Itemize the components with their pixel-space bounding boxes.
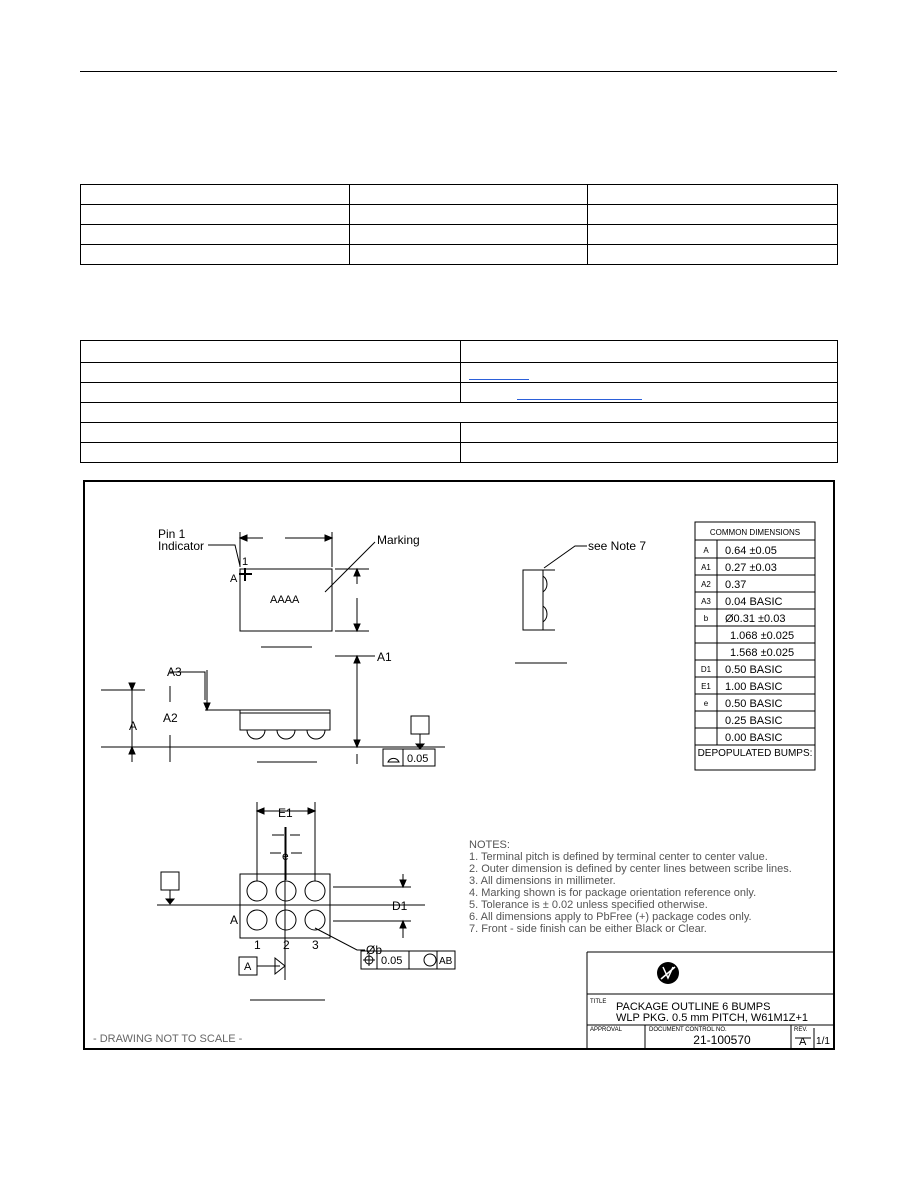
- dim-symbol: e: [703, 699, 709, 708]
- position-value: 0.05: [381, 955, 403, 967]
- dim-value: Ø0.31 ±0.03: [725, 613, 786, 625]
- table-row: [81, 403, 838, 423]
- phi-b-label: Øb: [366, 943, 383, 957]
- front-view: [101, 650, 445, 766]
- dim-value: 0.25 BASIC: [725, 715, 783, 727]
- note-item: 7. Front - side finish can be either Black or Clear.: [469, 923, 707, 935]
- note-item: 5. Tolerance is ± 0.02 unless specified otherwise.: [469, 899, 708, 911]
- header-rule: [80, 71, 837, 72]
- table-row: [81, 363, 838, 383]
- side-bumps: [543, 576, 547, 622]
- marking-label: Marking: [377, 533, 420, 547]
- side-view: [515, 539, 646, 663]
- bump: [276, 881, 296, 901]
- bump: [305, 881, 325, 901]
- dimensions-table-header: COMMON DIMENSIONS: [709, 528, 801, 537]
- marking-text: AAAA: [270, 594, 300, 606]
- e-pitch-label: e: [282, 849, 289, 863]
- revision: A: [799, 1036, 807, 1048]
- dim-value: 1.568 ±0.025: [730, 647, 795, 659]
- table-row: [81, 185, 838, 205]
- pin1-leader: [208, 545, 240, 566]
- depopulated-bumps-label: DEPOPULATED BUMPS:: [697, 748, 813, 759]
- sheet-number: 1/1: [816, 1036, 830, 1047]
- datum-b-box: [161, 872, 179, 890]
- table-row: [81, 205, 838, 225]
- package-code-table: [80, 340, 838, 463]
- note-item: 1. Terminal pitch is defined by terminal center to center value.: [469, 851, 768, 863]
- a-label: A: [129, 719, 138, 733]
- pin1-label: Pin 1: [158, 527, 186, 541]
- title-line-2: WLP PKG. 0.5 mm PITCH, W61M1Z+1: [616, 1012, 809, 1024]
- approval-field-label: APPROVAL: [590, 1027, 622, 1033]
- dim-value: 0.50 BASIC: [725, 698, 783, 710]
- bump: [247, 910, 267, 930]
- doc-control-number: 21-100570: [693, 1033, 751, 1047]
- note-item: 2. Outer dimension is defined by center lines between scribe lines.: [469, 863, 792, 875]
- bump: [305, 910, 325, 930]
- dim-value: 1.068 ±0.025: [730, 630, 795, 642]
- dim-symbol: A: [703, 546, 709, 555]
- datum-b-triangle: [166, 890, 174, 904]
- center-lines: [157, 827, 425, 942]
- title-line-1: PACKAGE OUTLINE 6 BUMPS: [616, 1001, 771, 1013]
- table-row: [81, 225, 838, 245]
- see-note-label: see Note 7: [588, 539, 647, 553]
- package-outline-drawing: [83, 480, 835, 1050]
- a1-label: A1: [377, 650, 392, 664]
- package-info-table: [80, 184, 838, 265]
- column-1-label: 1: [254, 938, 261, 952]
- dim-value: 0.00 BASIC: [725, 732, 783, 744]
- notes-heading: NOTES:: [469, 839, 510, 851]
- column-3-label: 3: [312, 938, 319, 952]
- phi-b-leader: [315, 928, 365, 950]
- indicator-label: Indicator: [158, 539, 205, 553]
- table-row: [81, 341, 838, 363]
- pin-number-label: 1: [242, 556, 249, 568]
- note-item: 6. All dimensions apply to PbFree (+) package codes only.: [469, 911, 752, 923]
- dim-symbol: A3: [701, 597, 711, 606]
- drawing-canvas: [85, 482, 833, 1048]
- top-height-dimension: [335, 569, 369, 631]
- note-item: 3. All dimensions in millimeter.: [469, 875, 616, 887]
- row-a-label: A: [230, 913, 239, 927]
- title-block: [587, 952, 833, 1048]
- dim-symbol: A1: [701, 563, 711, 572]
- flatness-symbol-icon: [388, 749, 403, 766]
- column-2-label: 2: [283, 938, 290, 952]
- position-datum: AB: [439, 956, 453, 967]
- a3-label: A3: [167, 665, 182, 679]
- pin1-cross-icon: [239, 568, 252, 581]
- datum-a-arrow: [257, 941, 285, 980]
- dim-symbol: D1: [700, 665, 712, 674]
- dim-value: 0.37: [725, 579, 747, 591]
- side-outline: [523, 570, 543, 630]
- arrowheads: [129, 656, 360, 754]
- dim-value: 1.00 BASIC: [725, 681, 783, 693]
- not-to-scale-note: - DRAWING NOT TO SCALE -: [93, 1033, 243, 1045]
- bump: [276, 910, 296, 930]
- front-bumps: [247, 730, 325, 739]
- mmc-circle-icon: [424, 954, 436, 966]
- d1-label: D1: [392, 899, 408, 913]
- note-leader: [544, 546, 587, 568]
- table-row: [81, 443, 838, 463]
- top-width-dimension: [240, 532, 332, 567]
- datum-a-label: A: [244, 961, 252, 973]
- dim-symbol: E1: [701, 682, 711, 691]
- notes-block: [469, 839, 792, 935]
- note-item: 4. Marking shown is for package orientation reference only.: [469, 887, 757, 899]
- dim-symbol: A2: [701, 580, 711, 589]
- dim-value: 0.04 BASIC: [725, 596, 783, 608]
- corner-a-label: A: [230, 573, 238, 585]
- title-field-label: TITLE: [590, 999, 607, 1005]
- flatness-value: 0.05: [407, 753, 429, 765]
- a2-label: A2: [163, 711, 178, 725]
- e1-label: E1: [278, 806, 293, 820]
- bottom-view: [157, 802, 455, 1000]
- bump: [247, 881, 267, 901]
- table-row: [81, 245, 838, 265]
- land-pattern-link[interactable]: [517, 399, 642, 400]
- table-row: [81, 383, 838, 403]
- common-dimensions-table: [695, 522, 815, 770]
- front-extension-lines: [101, 656, 445, 747]
- dim-value: 0.50 BASIC: [725, 664, 783, 676]
- arrowheads: [257, 808, 406, 928]
- dim-symbol: b: [703, 614, 709, 623]
- datum-b-box: [411, 716, 429, 734]
- doc-control-field-label: DOCUMENT CONTROL NO.: [649, 1027, 727, 1033]
- dim-value: 0.27 ±0.03: [725, 562, 777, 574]
- table-row: [81, 423, 838, 443]
- rev-field-label: REV.: [794, 1027, 808, 1033]
- dim-value: 0.64 ±0.05: [725, 545, 777, 557]
- outline-link[interactable]: [469, 379, 529, 380]
- top-view: [158, 527, 420, 647]
